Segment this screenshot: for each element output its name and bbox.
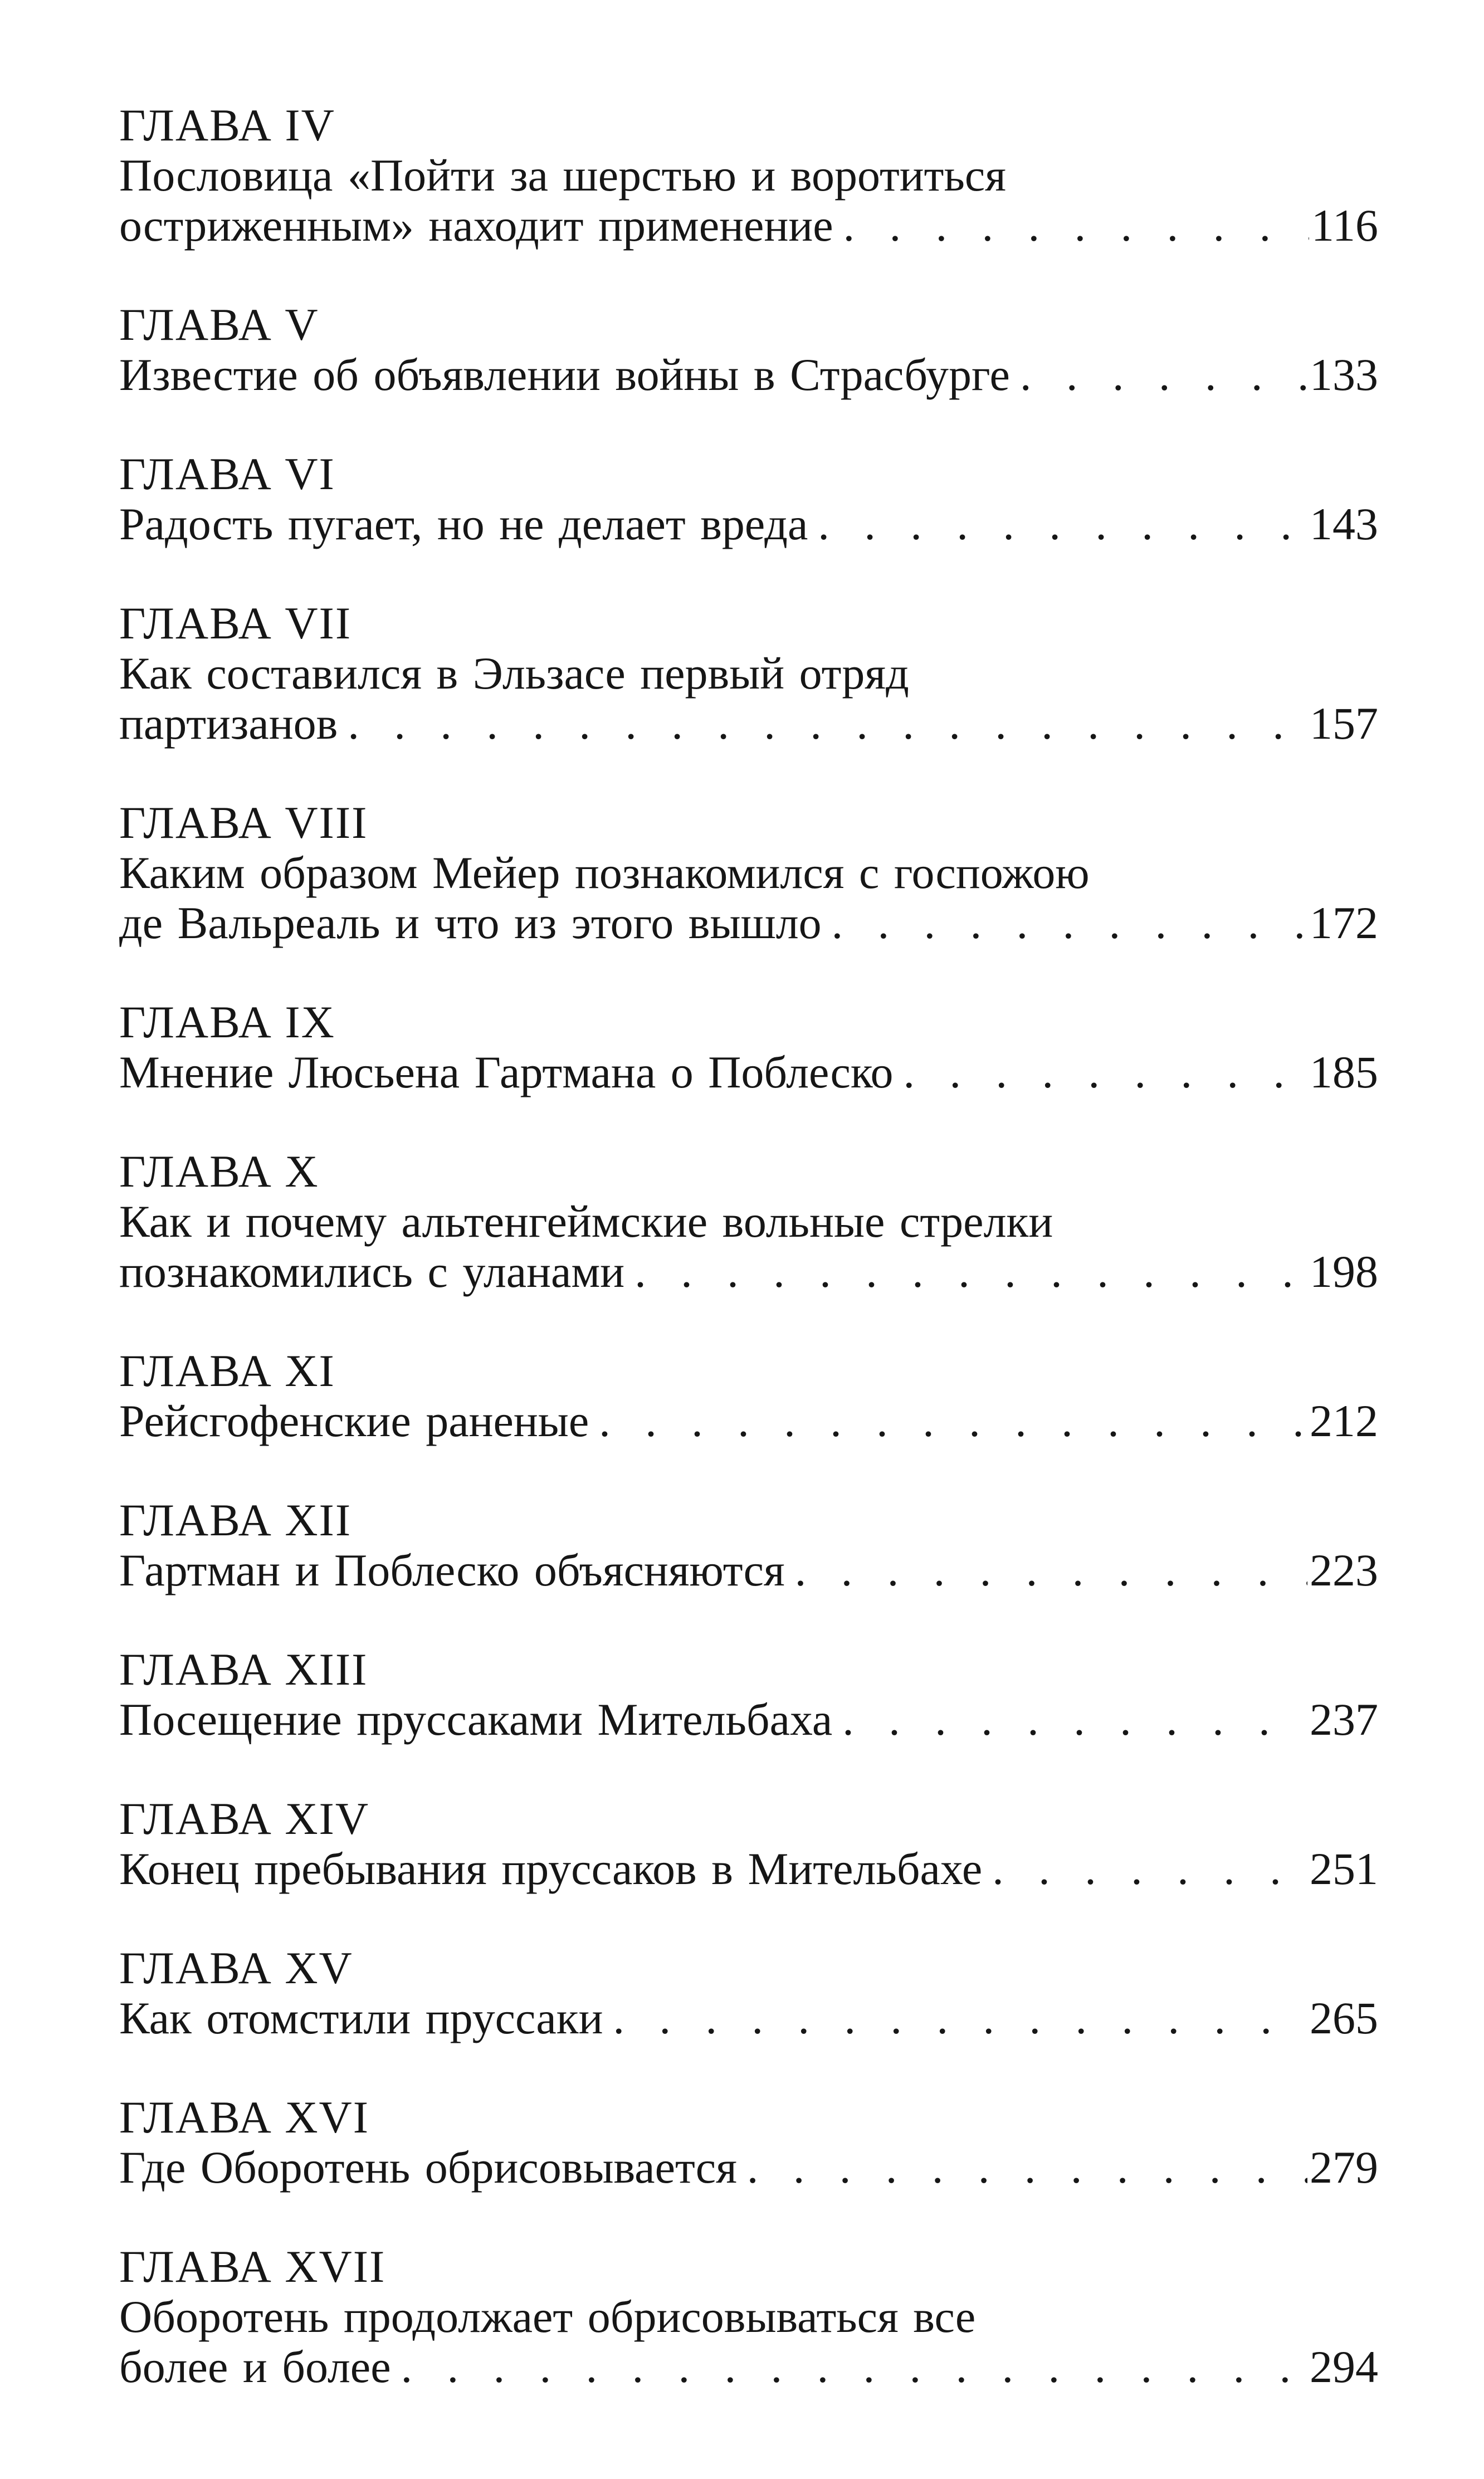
dot-leader: [737, 2143, 1307, 2193]
toc-entry: [119, 300, 1378, 400]
page-number: 198: [1310, 1246, 1378, 1297]
page-number: 212: [1310, 1395, 1378, 1446]
chapter-title-final-line: [119, 1993, 1378, 2043]
toc-entry: [119, 1495, 1378, 1595]
dot-leader: [589, 1396, 1307, 1446]
chapter-label: ГЛАВА XIV: [119, 1793, 370, 1844]
chapter-title-text: Где Оборотень обрисовывается: [119, 2142, 737, 2193]
chapter-title-text: остриженным» находит применение: [119, 200, 833, 251]
chapter-title-line: Как составился в Эльзасе первый отряд: [119, 648, 909, 699]
chapter-label: ГЛАВА XII: [119, 1495, 352, 1545]
toc-entry: [119, 1346, 1378, 1446]
chapter-label: ГЛАВА XI: [119, 1345, 335, 1396]
table-of-contents: [119, 100, 1378, 2441]
chapter-title-text: Посещение пруссаками Мительбаха: [119, 1694, 833, 1745]
page-number: 251: [1310, 1843, 1378, 1894]
chapter-title-final-line: [119, 201, 1378, 251]
dot-leader: [338, 699, 1307, 749]
chapter-title-line: Каким образом Мейер познакомился с госпожою: [119, 847, 1090, 898]
chapter-label: ГЛАВА VI: [119, 448, 335, 499]
toc-entry: [119, 1794, 1378, 1894]
chapter-title-final-line: [119, 1047, 1378, 1097]
chapter-title-text: Конец пребывания пруссаков в Мительбахе: [119, 1843, 983, 1894]
chapter-title-text: Гартман и Поблеско объясняются: [119, 1545, 785, 1595]
chapter-title-final-line: [119, 898, 1378, 948]
page-number: 237: [1310, 1694, 1378, 1745]
dot-leader: [822, 898, 1307, 948]
chapter-label: ГЛАВА XVII: [119, 2241, 386, 2292]
chapter-title-final-line: [119, 1247, 1378, 1297]
toc-entry: [119, 449, 1378, 549]
toc-entry: [119, 2092, 1378, 2193]
chapter-label: ГЛАВА XVI: [119, 2092, 370, 2143]
chapter-title-final-line: [119, 2143, 1378, 2193]
dot-leader: [894, 1047, 1307, 1097]
dot-leader: [982, 1844, 1307, 1894]
chapter-label: ГЛАВА V: [119, 299, 319, 350]
dot-leader: [808, 499, 1307, 549]
toc-entry: [119, 1644, 1378, 1745]
chapter-title-final-line: [119, 699, 1378, 749]
chapter-title-text: Рейсгофенские раненые: [119, 1395, 589, 1446]
chapter-title-final-line: [119, 499, 1378, 549]
page-number: 143: [1310, 499, 1378, 549]
page-number: 294: [1310, 2341, 1378, 2392]
chapter-title-line: Оборотень продолжает обрисовываться все: [119, 2291, 976, 2342]
toc-entry: [119, 997, 1378, 1097]
dot-leader: [391, 2342, 1307, 2392]
dot-leader: [624, 1247, 1307, 1297]
chapter-title-text: партизанов: [119, 698, 338, 749]
toc-entry: [119, 2242, 1378, 2392]
chapter-title-final-line: [119, 1844, 1378, 1894]
chapter-label: ГЛАВА XIII: [119, 1644, 368, 1695]
page-number: 157: [1310, 698, 1378, 749]
toc-entry: [119, 1943, 1378, 2043]
chapter-label: ГЛАВА VII: [119, 598, 352, 648]
chapter-title-text: Известие об объявлении войны в Страсбурге: [119, 349, 1010, 400]
page-number: 133: [1310, 349, 1378, 400]
dot-leader: [832, 1695, 1307, 1745]
chapter-label: ГЛАВА VIII: [119, 797, 368, 848]
toc-entry: [119, 1146, 1378, 1297]
chapter-title-text: более и более: [119, 2341, 391, 2392]
dot-leader: [1010, 350, 1307, 400]
chapter-title-line: Пословица «Пойти за шерстью и воротиться: [119, 150, 1007, 201]
dot-leader: [785, 1545, 1307, 1595]
chapter-title-text: Как отомстили пруссаки: [119, 1993, 603, 2043]
chapter-label: ГЛАВА IV: [119, 100, 335, 150]
chapter-title-final-line: [119, 1695, 1378, 1745]
chapter-title-final-line: [119, 350, 1378, 400]
chapter-label: ГЛАВА X: [119, 1146, 319, 1197]
toc-entry: [119, 798, 1378, 948]
dot-leader: [603, 1993, 1307, 2043]
page-number: 265: [1310, 1993, 1378, 2043]
toc-entry: [119, 598, 1378, 749]
chapter-label: ГЛАВА XV: [119, 1943, 353, 1993]
dot-leader: [833, 201, 1309, 251]
chapter-label: ГЛАВА IX: [119, 997, 335, 1047]
page-number: 116: [1311, 200, 1378, 251]
page-number: 185: [1310, 1047, 1378, 1097]
chapter-title-text: де Вальреаль и что из этого вышло: [119, 897, 822, 948]
toc-entry: [119, 100, 1378, 251]
chapter-title-text: Мнение Люсьена Гартмана о Поблеско: [119, 1047, 894, 1097]
chapter-title-final-line: [119, 2342, 1378, 2392]
page-number: 279: [1310, 2142, 1378, 2193]
chapter-title-line: Как и почему альтенгеймские вольные стрелки: [119, 1196, 1053, 1247]
chapter-title-final-line: [119, 1545, 1378, 1595]
page-number: 223: [1310, 1545, 1378, 1595]
chapter-title-final-line: [119, 1396, 1378, 1446]
chapter-title-text: познакомились с уланами: [119, 1246, 625, 1297]
chapter-title-text: Радость пугает, но не делает вреда: [119, 499, 808, 549]
page-number: 172: [1310, 897, 1378, 948]
